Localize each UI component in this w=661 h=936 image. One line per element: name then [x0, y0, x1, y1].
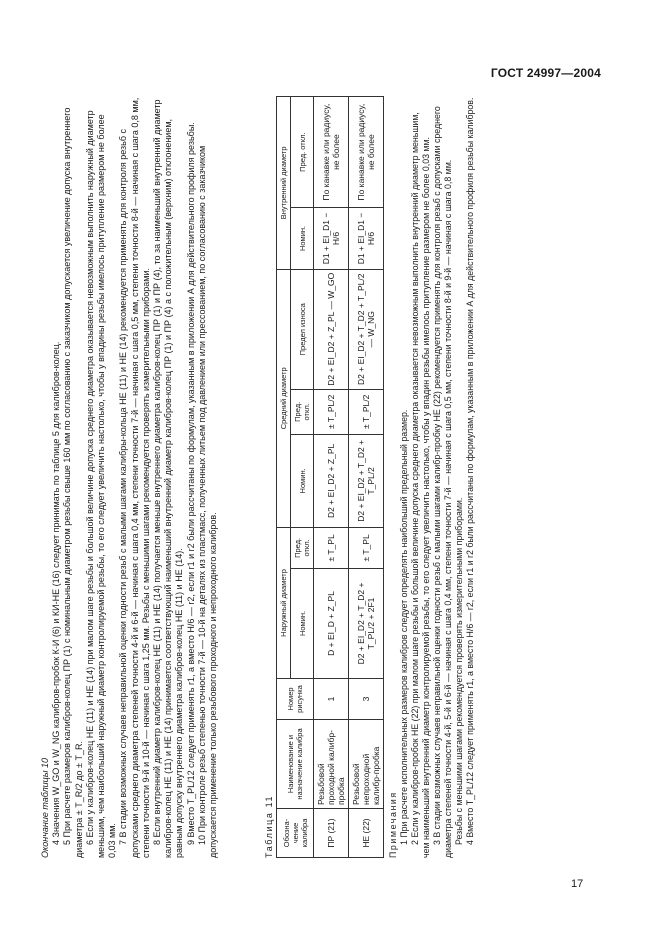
- cell-middle-wear: D2 + EI_D2 + T_D2 + T_PL/2 — W_NG: [349, 269, 384, 389]
- cell-outer-nom: D2 + EI_D2 + T_D2 + T_PL/2 + 2F1: [349, 568, 384, 678]
- continuation-label: Окончание таблицы 10: [40, 758, 50, 858]
- cell-designation: НЕ (22): [349, 809, 384, 858]
- cell-inner-nom: D1 + EI_D1 − H/6: [314, 208, 349, 269]
- table-11: [276, 96, 384, 858]
- note-item: Резьбы с меньшими шагами рекомендуется проверять измерительными приборами.: [454, 497, 464, 845]
- table-notes: [388, 96, 476, 858]
- page-number: 17: [571, 878, 584, 890]
- standard-header: ГОСТ 24997—2004: [490, 66, 601, 80]
- header-middle-nom: Номин.: [291, 434, 314, 527]
- cell-name: Резьбовой проходной калибр-пробка: [314, 720, 349, 809]
- table-row: [349, 97, 384, 858]
- cell-figure: 3: [349, 679, 384, 720]
- cell-outer-dev: ± T_PL: [349, 527, 384, 568]
- cell-inner-dev: По канавке или радиусу, не более: [349, 97, 384, 208]
- header-middle-dev: Пред. откл.: [291, 389, 314, 434]
- cell-middle-wear: D2 + EI_D2 + Z_PL — W_GO: [314, 269, 349, 389]
- table-caption: Таблица 11: [264, 794, 274, 858]
- header-middle: Средний диаметр: [277, 269, 291, 527]
- cell-designation: ПР (21): [314, 809, 349, 858]
- paragraph: 6 Если у калибров-колец НЕ (11) и НЕ (14) при малом шаге резьбы и большой величине допуска среднего диаметра оказывается невозможным выполнить наружный диаметр меньшим, чем наибольший наружный диаметр контролируемой резьбы, то его следует увеличить настолько, чтобы у впадины резьбы имелось притупление размером не более 0,03 мм.: [84, 110, 118, 858]
- paragraph: 9 Вместо T_PL/12 следует применять r1, а вместо H/6 — r2, если r1 и r2 были рассчитаны по формулам, указанным в приложении А для действительного профиля резьбы.: [185, 122, 196, 845]
- cell-inner-nom: D1 + EI_D1 − H/6: [349, 208, 384, 269]
- paragraph: 4 Значения W_GO и W_NG калибров-пробок К-И (6) и КИ-НЕ (16) следует принимать по таблице 5 для калибров-колец.: [51, 341, 62, 845]
- header-outer: Наружный диаметр: [277, 527, 291, 678]
- note-item: 4 Вместо T_PL/12 следует применять r1, а вместо H/6 — r2, если r1 и r2 были рассчитаны по формулам, указанным в приложении А для действительного профиля резьбы калибров.: [465, 97, 475, 845]
- header-designation: Обозна-чение калибра: [277, 809, 314, 858]
- note-item: 2 Если у калибров-пробок НЕ (22) при малом шаге резьбы и большой величине допуска среднего диаметра оказывается невозможным выполнить внутренний диаметр меньшим, чем наименьший внутренний диаметр контролируемой резьбы, то его следует увеличить настолько, чтобы у впадин резьбы имелось притупление размером не более 0,03 мм.: [410, 112, 431, 858]
- header-inner-dev: Пред. откл.: [291, 97, 314, 208]
- cell-outer-nom: D + EI_D + Z_PL: [314, 568, 349, 678]
- cell-name: Резьбовой непроходной калибр-пробка: [349, 720, 384, 809]
- cell-middle-nom: D2 + EI_D2 + T_D2 + T_PL/2: [349, 434, 384, 527]
- header-inner-nom: Номин.: [291, 208, 314, 269]
- cell-outer-dev: ± T_PL: [314, 527, 349, 568]
- table10-continuation: [40, 96, 219, 858]
- note-item: 1 При расчете исполнительных размеров калибров следует определять наибольший предельный размер.: [399, 409, 409, 845]
- cell-inner-dev: По канавке или радиусу, не более: [314, 97, 349, 208]
- header-figure: Номер рисунка: [277, 679, 314, 720]
- cell-middle-dev: ± T_PL/2: [314, 389, 349, 434]
- table-row: [314, 97, 349, 858]
- header-inner: Внутренний диаметр: [277, 97, 291, 270]
- header-outer-nom: Номин.: [291, 568, 314, 678]
- header-outer-dev: Пред. откл.: [291, 527, 314, 568]
- note-item: 3 В стадии возможных случаев неправильной оценки годности резьб с малыми шагами калибр-пробку НЕ (22) рекомендуется применять для контроля резьб с допусками среднего диаметра степеней точности 4-й, 5-й и 6-й — начиная с шага 0,4 мм, степени точности 7-й — начиная с шага 0,5 мм, степени точности 8-й и 9-й — начиная с шага 0,8 мм.: [432, 106, 453, 858]
- notes-title: Примечания: [388, 791, 398, 858]
- header-name: Наименование и назначение калибра: [277, 720, 314, 809]
- rotated-page-content: [40, 96, 588, 858]
- paragraph: 10 При контроле резьб степенью точности 7-й — 10-й на деталях из пластмасс, полученных литьем под давлением или прессованием, по согласованию с заказчиком допускается применение только резьбового проходного и непроходного калибров.: [196, 145, 219, 858]
- cell-figure: 1: [314, 679, 349, 720]
- cell-middle-nom: D2 + EI_D2 + Z_PL: [314, 434, 349, 527]
- paragraph: 8 Если внутренний диаметр калибров-колец НЕ (11) и НЕ (14) получается меньше внутреннего диаметра калибров-колец ПР (1) и ПР (4), то за наименьший внутренний диаметр калибров-колец НЕ (11) и НЕ (14) принимается соответствующий наименьший внутренний диаметр калибров-колец ПР (1) и ПР (4) а с положительным (верхним) отклонением, равным допуску внутреннего диаметра калибров-колец НЕ (11) и НЕ (14).: [152, 99, 185, 858]
- paragraph: 5 При расчете размеров калибров-колец ПР (1) с номинальным диаметром резьбы свыше 160 мм по согласованию с заказчиком допускается увеличение допуска внутреннего диаметра ± T_R/2 до ± T_R.: [62, 107, 84, 858]
- paragraph: 7 В стадии возможных случаев неправильной оценки годности резьб с малыми шагами калибры-кольца НЕ (11) и НЕ (14) рекомендуется применять для контроля резьб с допусками среднего диаметра степеней точности 4-й и 6-й — начиная с шага 0,4 мм, степени точности 7-й — начиная с шага 0,5 мм, степени точности 8-й — начиная с шага 0,8 мм, степени точности 9-й и 10-й — начиная с шага 1,25 мм. Резьбы с меньшими шагами рекомендуется проверять измерительными приборами.: [118, 97, 151, 858]
- cell-middle-dev: ± T_PL/2: [349, 389, 384, 434]
- header-middle-wear: Предел износа: [291, 269, 314, 389]
